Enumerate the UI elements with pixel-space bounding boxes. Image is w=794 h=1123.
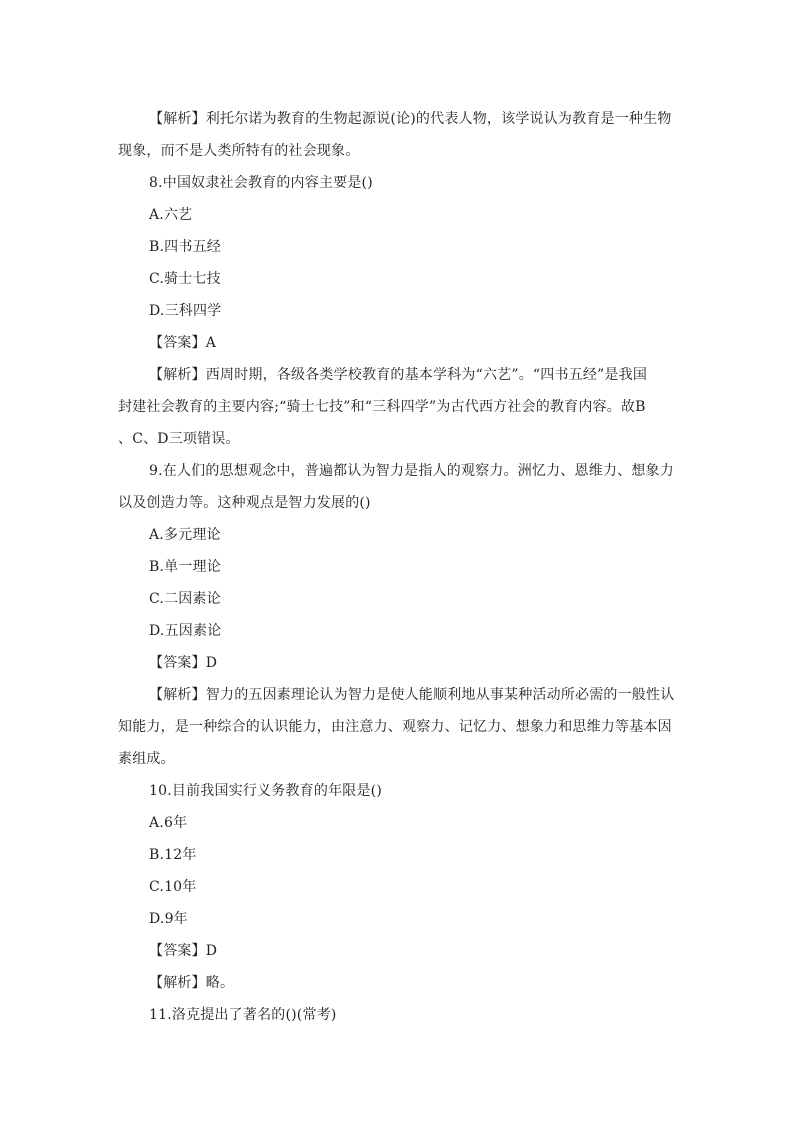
q8-option-b: B.四书五经 <box>149 239 221 255</box>
q8-option-d: D.三科四学 <box>149 303 222 319</box>
analysis-q10: 【解析】略。 <box>149 975 235 991</box>
analysis-q8-line1: 【解析】西周时期，各级各类学校教育的基本学科为“六艺”。“四书五经”是我国 <box>149 367 648 383</box>
q10-option-c: C.10年 <box>149 879 197 895</box>
analysis-q7-line1: 【解析】利托尔诺为教育的生物起源说(论)的代表人物，该学说认为教育是一种生物 <box>149 111 672 127</box>
analysis-q9-line2: 知能力，是一种综合的认识能力，由注意力、观察力、记忆力、想象力和思维力等基本因 <box>118 719 672 735</box>
q8-option-c: C.骑士七技 <box>149 271 221 287</box>
q10-option-d: D.9年 <box>149 911 188 927</box>
analysis-q7-line2: 现象，而不是人类所特有的社会现象。 <box>118 143 360 159</box>
q9-option-c: C.二因素论 <box>149 591 221 607</box>
question-9-line1: 9.在人们的思想观念中，普遍都认为智力是指人的观察力。洲忆力、恩维力、想象力 <box>149 463 674 479</box>
analysis-q9-line1: 【解析】智力的五因素理论认为智力是使人能顺利地从事某种活动所必需的一般性认 <box>149 687 675 703</box>
q10-option-b: B.12年 <box>149 847 197 863</box>
q10-option-a: A.6年 <box>149 815 188 831</box>
analysis-q8-line2: 封建社会教育的主要内容;“骑士七技”和“三科四学”为古代西方社会的教育内容。故B <box>118 399 646 415</box>
question-9-line2: 以及创造力等。这种观点是智力发展的() <box>118 495 371 511</box>
question-11: 11.洛克提出了著名的()(常考) <box>149 1007 337 1023</box>
q10-answer: 【答案】D <box>149 943 218 959</box>
q9-answer: 【答案】D <box>149 655 218 671</box>
analysis-q8-line3: 、C、D三项错误。 <box>118 431 240 447</box>
q9-option-b: B.单一理论 <box>149 559 221 575</box>
q9-option-d: D.五因素论 <box>149 623 222 639</box>
question-8: 8.中国奴隶社会教育的内容主要是() <box>149 175 373 191</box>
q8-option-a: A.六艺 <box>149 207 193 223</box>
q9-option-a: A.多元理论 <box>149 527 221 543</box>
q8-answer: 【答案】A <box>149 335 217 351</box>
question-10: 10.目前我国实行义务教育的年限是() <box>149 783 382 799</box>
analysis-q9-line3: 素组成。 <box>118 751 175 767</box>
